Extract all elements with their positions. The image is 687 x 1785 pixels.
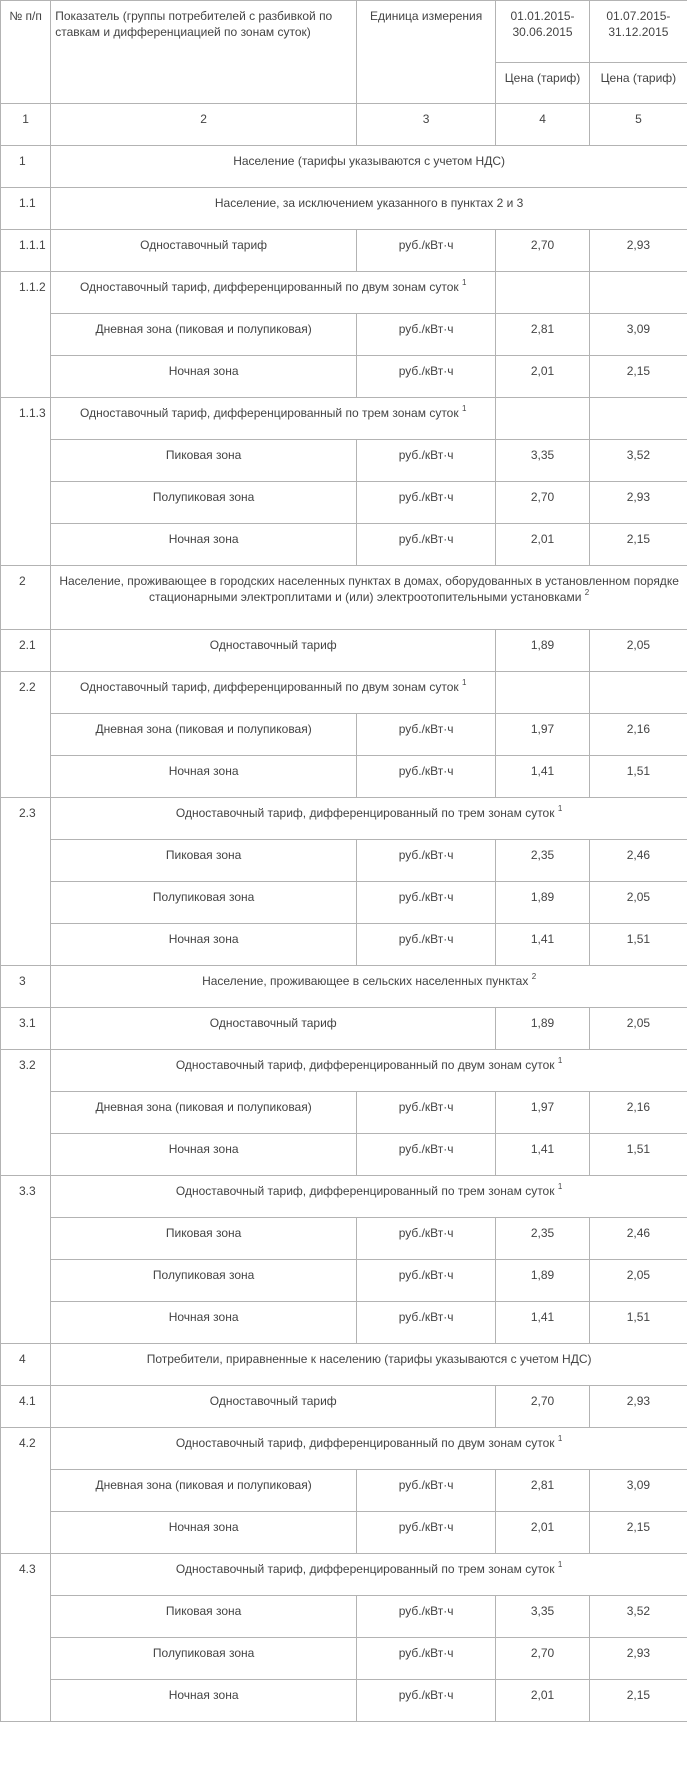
section-title — [51, 398, 496, 440]
row-number: 2.1 — [1, 630, 51, 672]
zone-name: Пиковая зона — [51, 1596, 357, 1638]
unit-cell: руб./кВт·ч — [357, 356, 496, 398]
price-h1: 2,01 — [496, 1680, 590, 1722]
unit-cell: руб./кВт·ч — [357, 1680, 496, 1722]
footnote-marker: 2 — [531, 972, 537, 981]
zone-name: Ночная зона — [51, 1134, 357, 1176]
group-title-text: Потребители, приравненные к населению (тарифы указываются с учетом НДС) — [146, 1352, 592, 1366]
zone-name: Пиковая зона — [51, 1218, 357, 1260]
price-h2: 2,93 — [589, 1386, 687, 1428]
section-title-text: Одноставочный тариф, дифференцированный по двум зонам суток — [79, 280, 459, 294]
price-h2: 2,15 — [589, 524, 687, 566]
footnote-marker: 1 — [557, 1434, 563, 1443]
tariff-name: Одноставочный тариф — [51, 1386, 496, 1428]
price-h1: 1,89 — [496, 1008, 590, 1050]
section-title-text: Одноставочный тариф, дифференцированный по трем зонам суток — [175, 806, 555, 820]
footnote-marker: 1 — [461, 404, 467, 413]
row-number: 1.1 — [1, 188, 51, 230]
price-h1: 1,97 — [496, 714, 590, 756]
column-number: 3 — [357, 104, 496, 146]
zone-row — [1, 1302, 687, 1344]
row-number: 4.2 — [1, 1428, 51, 1554]
zone-name: Ночная зона — [51, 1512, 357, 1554]
section-row — [1, 1050, 687, 1092]
section-title — [51, 188, 687, 230]
group-title-text: Население, проживающее в городских населенных пунктах в домах, оборудованных в установленном порядке стационарными электроплитами и (или) электроотопительными установками — [59, 574, 679, 604]
unit-cell: руб./кВт·ч — [357, 924, 496, 966]
section-title-text: Одноставочный тариф, дифференцированный по двум зонам суток — [175, 1436, 555, 1450]
zone-row — [1, 524, 687, 566]
empty-price-cell — [589, 398, 687, 440]
header-period-1: 01.01.2015-30.06.2015 — [496, 1, 590, 63]
zone-row — [1, 1260, 687, 1302]
section-row — [1, 188, 687, 230]
zone-row — [1, 1512, 687, 1554]
unit-cell: руб./кВт·ч — [357, 1134, 496, 1176]
zone-row — [1, 714, 687, 756]
unit-cell: руб./кВт·ч — [357, 882, 496, 924]
zone-name: Полупиковая зона — [51, 1260, 357, 1302]
unit-cell: руб./кВт·ч — [357, 1302, 496, 1344]
section-title — [51, 672, 496, 714]
section-row — [1, 672, 687, 714]
group-title — [51, 966, 687, 1008]
price-h1: 1,89 — [496, 1260, 590, 1302]
header-price-1: Цена (тариф) — [496, 63, 590, 104]
zone-row — [1, 356, 687, 398]
row-number: 1 — [1, 146, 51, 188]
price-h2: 2,15 — [589, 356, 687, 398]
price-h1: 2,35 — [496, 840, 590, 882]
zone-name: Полупиковая зона — [51, 482, 357, 524]
price-h2: 1,51 — [589, 756, 687, 798]
price-h2: 1,51 — [589, 1302, 687, 1344]
price-h1: 1,89 — [496, 630, 590, 672]
unit-cell: руб./кВт·ч — [357, 1512, 496, 1554]
table-body — [1, 146, 687, 1722]
column-number: 2 — [51, 104, 357, 146]
group-row — [1, 146, 687, 188]
row-number: 1.1.1 — [1, 230, 51, 272]
unit-cell: руб./кВт·ч — [357, 714, 496, 756]
column-number: 4 — [496, 104, 590, 146]
section-row — [1, 1176, 687, 1218]
price-h2: 2,46 — [589, 840, 687, 882]
price-h1: 1,41 — [496, 1302, 590, 1344]
zone-row — [1, 1680, 687, 1722]
price-h2: 3,52 — [589, 1596, 687, 1638]
price-h2: 3,52 — [589, 440, 687, 482]
column-number: 5 — [589, 104, 687, 146]
zone-row — [1, 482, 687, 524]
column-numbers-row — [1, 104, 687, 146]
price-h2: 2,15 — [589, 1680, 687, 1722]
unit-cell: руб./кВт·ч — [357, 440, 496, 482]
price-h1: 2,81 — [496, 1470, 590, 1512]
header-row — [1, 1, 687, 63]
group-row — [1, 566, 687, 630]
footnote-marker: 1 — [557, 1182, 563, 1191]
zone-row — [1, 1134, 687, 1176]
zone-row — [1, 440, 687, 482]
zone-name: Дневная зона (пиковая и полупиковая) — [51, 714, 357, 756]
zone-name: Полупиковая зона — [51, 1638, 357, 1680]
unit-cell: руб./кВт·ч — [357, 314, 496, 356]
price-h2: 2,05 — [589, 882, 687, 924]
row-number: 1.1.2 — [1, 272, 51, 398]
unit-cell: руб./кВт·ч — [357, 482, 496, 524]
zone-name: Дневная зона (пиковая и полупиковая) — [51, 1092, 357, 1134]
unit-cell: руб./кВт·ч — [357, 1260, 496, 1302]
section-row — [1, 1428, 687, 1470]
header-num: № п/п — [1, 1, 51, 104]
zone-name: Пиковая зона — [51, 840, 357, 882]
price-h2: 3,09 — [589, 314, 687, 356]
price-h1: 2,81 — [496, 314, 590, 356]
unit-cell: руб./кВт·ч — [357, 1638, 496, 1680]
section-row — [1, 798, 687, 840]
zone-row — [1, 1218, 687, 1260]
price-h1: 2,01 — [496, 1512, 590, 1554]
zone-name: Дневная зона (пиковая и полупиковая) — [51, 1470, 357, 1512]
column-number: 1 — [1, 104, 51, 146]
zone-row — [1, 882, 687, 924]
row-number: 2.3 — [1, 798, 51, 966]
price-h2: 2,93 — [589, 230, 687, 272]
footnote-marker: 1 — [557, 1560, 563, 1569]
group-title-text: Население (тарифы указываются с учетом НДС) — [233, 154, 506, 168]
group-row — [1, 966, 687, 1008]
price-h2: 1,51 — [589, 924, 687, 966]
price-h1: 2,35 — [496, 1218, 590, 1260]
empty-price-cell — [496, 398, 590, 440]
price-h2: 2,15 — [589, 1512, 687, 1554]
row-number: 2 — [1, 566, 51, 630]
zone-name: Ночная зона — [51, 1302, 357, 1344]
zone-row — [1, 314, 687, 356]
price-h2: 2,05 — [589, 1260, 687, 1302]
footnote-marker: 1 — [462, 678, 467, 687]
header-unit: Единица измерения — [357, 1, 496, 104]
zone-name: Ночная зона — [51, 1680, 357, 1722]
empty-price-cell — [589, 672, 687, 714]
header-period-2: 01.07.2015-31.12.2015 — [589, 1, 687, 63]
row-number: 1.1.3 — [1, 398, 51, 566]
unit-cell: руб./кВт·ч — [357, 1218, 496, 1260]
price-h2: 2,93 — [589, 482, 687, 524]
zone-name: Пиковая зона — [51, 440, 357, 482]
row-number: 4.3 — [1, 1554, 51, 1722]
row-number: 4 — [1, 1344, 51, 1386]
section-title-text: Одноставочный тариф, дифференцированный по трем зонам суток — [80, 406, 459, 420]
tariff-row — [1, 1386, 687, 1428]
section-row — [1, 398, 687, 440]
footnote-marker: 1 — [557, 804, 563, 813]
zone-row — [1, 1638, 687, 1680]
price-h1: 2,70 — [496, 230, 590, 272]
footnote-marker: 1 — [462, 278, 467, 287]
price-h2: 2,05 — [589, 1008, 687, 1050]
table-header — [1, 1, 687, 146]
footnote-marker: 2 — [584, 588, 590, 597]
section-title-text: Одноставочный тариф, дифференцированный по трем зонам суток — [175, 1562, 555, 1576]
group-title — [51, 566, 687, 630]
price-h1: 1,89 — [496, 882, 590, 924]
section-row — [1, 1554, 687, 1596]
tariff-row — [1, 630, 687, 672]
tariff-row — [1, 1008, 687, 1050]
section-row — [1, 272, 687, 314]
row-number: 2.2 — [1, 672, 51, 798]
row-number: 3.2 — [1, 1050, 51, 1176]
zone-name: Ночная зона — [51, 924, 357, 966]
zone-row — [1, 1596, 687, 1638]
unit-cell: руб./кВт·ч — [357, 230, 496, 272]
row-number: 3.3 — [1, 1176, 51, 1344]
zone-name: Ночная зона — [51, 356, 357, 398]
empty-price-cell — [496, 272, 590, 314]
price-h2: 3,09 — [589, 1470, 687, 1512]
zone-name: Ночная зона — [51, 756, 357, 798]
section-title — [51, 1554, 687, 1596]
section-title — [51, 1428, 687, 1470]
group-title — [51, 146, 687, 188]
zone-row — [1, 1092, 687, 1134]
group-row — [1, 1344, 687, 1386]
header-indicator: Показатель (группы потребителей с разбивкой по ставкам и дифференциацией по зонам суток) — [51, 1, 357, 104]
price-h2: 1,51 — [589, 1134, 687, 1176]
price-h2: 2,16 — [589, 1092, 687, 1134]
price-h1: 2,70 — [496, 1386, 590, 1428]
zone-row — [1, 840, 687, 882]
zone-name: Дневная зона (пиковая и полупиковая) — [51, 314, 357, 356]
section-title — [51, 1176, 687, 1218]
section-title — [51, 798, 687, 840]
price-h1: 1,97 — [496, 1092, 590, 1134]
tariff-name: Одноставочный тариф — [51, 1008, 496, 1050]
price-h2: 2,93 — [589, 1638, 687, 1680]
zone-name: Ночная зона — [51, 524, 357, 566]
price-h1: 3,35 — [496, 1596, 590, 1638]
price-h1: 2,01 — [496, 356, 590, 398]
section-title-text: Одноставочный тариф, дифференцированный по двум зонам суток — [175, 1058, 555, 1072]
unit-cell: руб./кВт·ч — [357, 524, 496, 566]
group-title — [51, 1344, 687, 1386]
price-h2: 2,05 — [589, 630, 687, 672]
section-title-text: Одноставочный тариф, дифференцированный по двум зонам суток — [79, 680, 459, 694]
price-h1: 2,01 — [496, 524, 590, 566]
price-h1: 2,70 — [496, 1638, 590, 1680]
price-h2: 2,16 — [589, 714, 687, 756]
zone-row — [1, 756, 687, 798]
header-price-2: Цена (тариф) — [589, 63, 687, 104]
unit-cell: руб./кВт·ч — [357, 1092, 496, 1134]
tariff-row — [1, 230, 687, 272]
price-h1: 3,35 — [496, 440, 590, 482]
unit-cell: руб./кВт·ч — [357, 840, 496, 882]
price-h1: 1,41 — [496, 924, 590, 966]
zone-row — [1, 1470, 687, 1512]
section-title-text: Одноставочный тариф, дифференцированный по трем зонам суток — [175, 1184, 555, 1198]
footnote-marker: 1 — [557, 1056, 563, 1065]
row-number: 3 — [1, 966, 51, 1008]
price-h1: 1,41 — [496, 756, 590, 798]
section-title — [51, 1050, 687, 1092]
row-number: 3.1 — [1, 1008, 51, 1050]
price-h1: 1,41 — [496, 1134, 590, 1176]
section-title — [51, 272, 496, 314]
empty-price-cell — [589, 272, 687, 314]
unit-cell: руб./кВт·ч — [357, 1596, 496, 1638]
row-number: 4.1 — [1, 1386, 51, 1428]
tariff-name: Одноставочный тариф — [51, 630, 496, 672]
empty-price-cell — [496, 672, 590, 714]
tariff-name: Одноставочный тариф — [51, 230, 357, 272]
price-h1: 2,70 — [496, 482, 590, 524]
group-title-text: Население, проживающее в сельских населенных пунктах — [202, 974, 529, 988]
zone-row — [1, 924, 687, 966]
unit-cell: руб./кВт·ч — [357, 1470, 496, 1512]
unit-cell: руб./кВт·ч — [357, 756, 496, 798]
zone-name: Полупиковая зона — [51, 882, 357, 924]
section-title-text: Население, за исключением указанного в пунктах 2 и 3 — [214, 196, 524, 210]
price-h2: 2,46 — [589, 1218, 687, 1260]
